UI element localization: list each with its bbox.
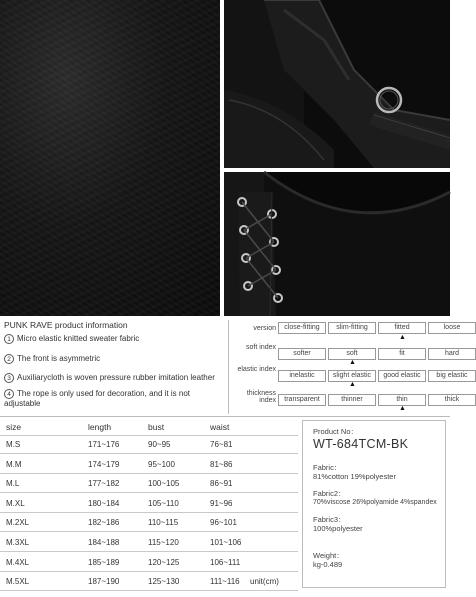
- vertical-divider: [228, 320, 229, 414]
- attribute-row: [232, 390, 460, 414]
- attribute-option: softer: [278, 348, 326, 360]
- table-cell: 120~125: [148, 557, 180, 567]
- info-title: PUNK RAVE product information: [4, 320, 128, 330]
- table-cell: 95~100: [148, 459, 175, 469]
- table-cell: M.3XL: [6, 538, 30, 547]
- attribute-option: thick: [428, 394, 476, 406]
- info-item-text: The front is asymmetric: [17, 354, 101, 363]
- info-item: [4, 389, 216, 409]
- table-cell: 111~116: [210, 577, 240, 587]
- column-header: length: [88, 422, 112, 432]
- table-cell: M.L: [6, 479, 20, 489]
- fabric3-label: Fabric3：: [313, 515, 346, 524]
- fabric-closeup-photo: [0, 0, 220, 316]
- table-cell: 100~105: [148, 479, 180, 489]
- table-cell: 90~95: [148, 440, 171, 449]
- table-cell: M.XL: [6, 498, 25, 508]
- table-cell: 101~106: [210, 538, 242, 547]
- product-details-box: [302, 420, 446, 588]
- info-item-text: Auxiliarycloth is woven pressure rubber imitation leather: [17, 373, 215, 382]
- attribute-label: thickness index: [246, 390, 276, 404]
- table-cell: 185~189: [88, 557, 120, 567]
- info-item: [4, 354, 216, 364]
- table-cell: 106~111: [210, 557, 241, 567]
- info-item: [4, 373, 216, 383]
- unit-label: unit(cm): [250, 577, 279, 587]
- product-number: WT-684TCM-BK: [313, 437, 409, 451]
- table-cell: 105~110: [148, 498, 179, 508]
- attribute-row: [232, 322, 461, 346]
- table-cell: 171~176: [88, 440, 120, 449]
- column-header: bust: [148, 422, 165, 432]
- fabric2-value: 70%viscose 26%polyamide 4%spandex: [313, 499, 437, 506]
- table-header-row: [0, 419, 298, 436]
- attribute-option: loose: [428, 322, 476, 334]
- table-cell: 177~182: [88, 479, 120, 489]
- info-item-text: Micro elastic knitted sweater fabric: [17, 334, 140, 343]
- attribute-option: big elastic: [428, 370, 476, 382]
- attribute-option: fitted: [378, 322, 426, 334]
- table-cell: 180~184: [88, 498, 120, 508]
- selected-marker-icon: ▲: [349, 381, 356, 388]
- table-row: [0, 496, 298, 513]
- attribute-option: transparent: [278, 394, 326, 406]
- attribute-label: soft index: [246, 344, 276, 351]
- attribute-option: good elastic: [378, 370, 426, 382]
- attribute-option: thinner: [328, 394, 376, 406]
- column-header: waist: [210, 422, 230, 432]
- number-badge-icon: 3: [4, 373, 14, 383]
- attribute-option: slight elastic: [328, 370, 376, 382]
- number-badge-icon: 4: [4, 389, 14, 399]
- table-cell: 187~190: [88, 577, 120, 587]
- fabric1-value: 81%cotton 19%polyester: [313, 472, 396, 481]
- attribute-option: thin: [378, 394, 426, 406]
- table-row: [0, 476, 298, 493]
- attribute-row: [232, 366, 468, 390]
- attribute-label: elastic index: [237, 366, 276, 373]
- table-cell: 115~120: [148, 538, 179, 547]
- table-row: [0, 555, 298, 572]
- attribute-option: soft: [328, 348, 376, 360]
- table-cell: M.4XL: [6, 557, 30, 567]
- table-cell: 81~86: [210, 459, 233, 469]
- lacing-detail-photo: [224, 172, 450, 316]
- table-cell: 91~96: [210, 498, 233, 508]
- shoulder-detail-photo: [224, 0, 450, 168]
- attribute-option: inelastic: [278, 370, 326, 382]
- info-item-text: The rope is only used for decoration, and it is not adjustable: [4, 389, 190, 408]
- weight-value: kg-0.489: [313, 560, 343, 569]
- number-badge-icon: 2: [4, 354, 14, 364]
- horizontal-divider: [0, 416, 450, 417]
- fabric1-label: Fabric：: [313, 463, 342, 472]
- fabric3-value: 100%polyester: [313, 524, 363, 533]
- column-header: size: [6, 422, 22, 432]
- table-cell: 110~115: [148, 518, 179, 528]
- attribute-option: slim-fitting: [328, 322, 376, 334]
- weight-label: Weight：: [313, 551, 344, 560]
- selected-marker-icon: ▲: [349, 359, 356, 366]
- attribute-row: [232, 344, 459, 368]
- table-row: [0, 535, 298, 552]
- attribute-option: close-fitting: [278, 322, 326, 334]
- table-row: [0, 457, 298, 474]
- attribute-label: version: [253, 325, 276, 332]
- fabric2-label: Fabric2：: [313, 489, 346, 498]
- table-row: [0, 515, 298, 532]
- table-cell: 184~188: [88, 538, 120, 547]
- table-cell: M.2XL: [6, 518, 30, 528]
- attribute-option: fit: [378, 348, 426, 360]
- selected-marker-icon: ▲: [399, 334, 406, 341]
- table-cell: 182~186: [88, 518, 120, 528]
- info-item: [4, 334, 216, 344]
- product-no-label: Product No：: [313, 427, 359, 436]
- table-cell: 86~91: [210, 479, 233, 489]
- table-cell: M.5XL: [6, 577, 30, 587]
- table-cell: M.M: [6, 459, 22, 469]
- selected-marker-icon: ▲: [399, 405, 406, 412]
- number-badge-icon: 1: [4, 334, 14, 344]
- table-row: [0, 574, 298, 591]
- table-cell: 125~130: [148, 577, 180, 587]
- table-row: [0, 437, 298, 454]
- attribute-option: hard: [428, 348, 476, 360]
- table-cell: 76~81: [210, 440, 233, 449]
- table-cell: M.S: [6, 440, 21, 449]
- table-cell: 174~179: [88, 459, 120, 469]
- table-cell: 96~101: [210, 518, 237, 528]
